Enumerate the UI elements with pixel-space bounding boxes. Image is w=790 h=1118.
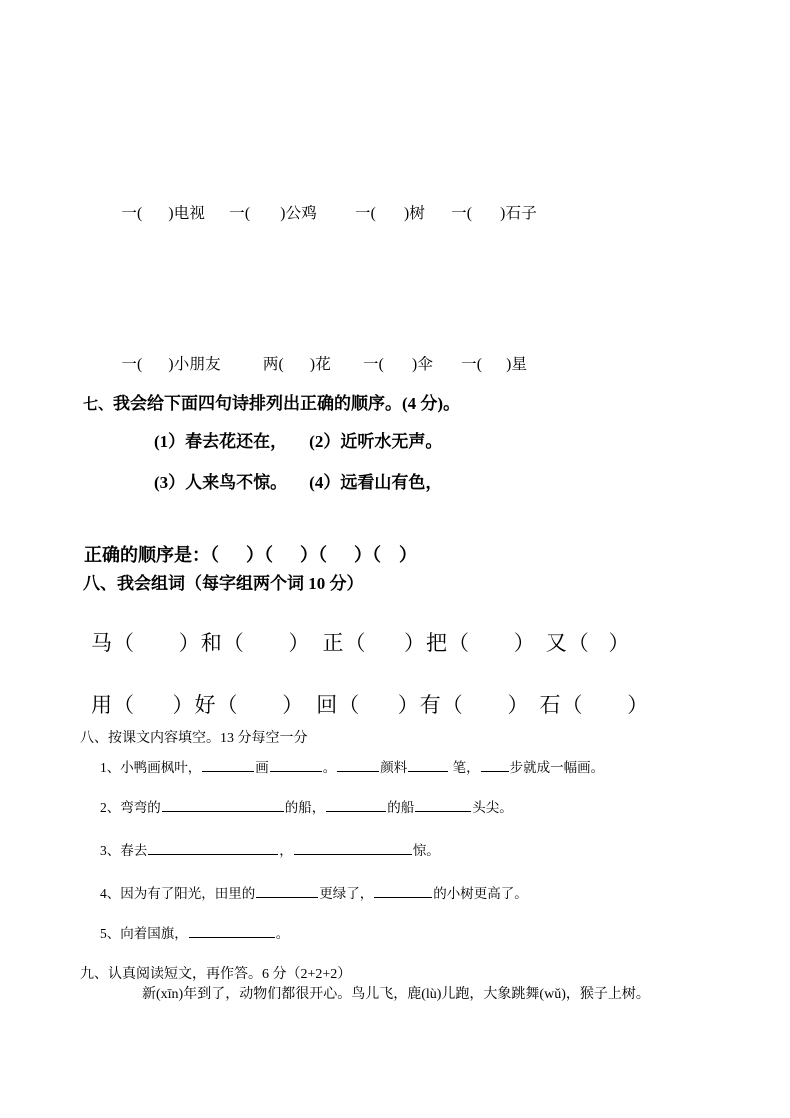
word-formation-bracket[interactable]: （ ）	[113, 631, 201, 655]
word-formation-bracket[interactable]: （ ）	[113, 693, 195, 717]
fill-question-text: 。	[275, 925, 290, 941]
poem-choice-text: 春去花还在，	[185, 432, 288, 451]
word-formation-cell[interactable]	[316, 693, 420, 717]
word-formation-char: 好	[194, 693, 217, 717]
poem-choice-text: 近听水无声。	[340, 432, 443, 451]
answer-blank[interactable]	[189, 924, 275, 938]
order-answer-bracket[interactable]: （ ）	[372, 545, 417, 565]
answer-blank[interactable]	[374, 884, 432, 898]
word-formation-cell[interactable]	[195, 693, 305, 717]
fill-question	[100, 924, 289, 940]
fill-question-text: 步就成一幅画。	[509, 759, 605, 775]
fill-question-text: 弯弯的	[120, 799, 161, 815]
word-formation-row-1	[66, 612, 631, 675]
answer-blank[interactable]	[256, 884, 318, 898]
fill-question	[100, 758, 604, 774]
poem-choice-label: (1）	[154, 432, 186, 451]
fill-question-text: 惊。	[412, 842, 440, 858]
poem-choice-text: 人来鸟不惊。	[185, 473, 288, 492]
fill-question-text: 向着国旗，	[120, 925, 188, 941]
fill-question-text: 画	[255, 759, 269, 775]
measure-word-item: 一( )公鸡	[229, 204, 317, 222]
section-eight-words-title: 我会组词（每字组两个词 10 分）	[117, 574, 364, 593]
section-eight-fill-title: 按课文内容填空。13 分每空一分	[108, 731, 308, 746]
section-nine-title: 认真阅读短文，再作答。6 分（2+2+2）	[108, 967, 352, 982]
section-eight-words-number: 八、	[83, 574, 117, 593]
answer-blank[interactable]	[294, 841, 412, 855]
word-formation-cell[interactable]	[201, 631, 311, 655]
order-answer-bracket[interactable]: （ ）	[264, 545, 318, 565]
word-formation-char: 马	[91, 631, 113, 655]
fill-question-index: 5、	[100, 925, 121, 941]
answer-blank[interactable]	[481, 758, 509, 772]
word-formation-char: 正	[322, 631, 345, 655]
word-formation-char: 回	[316, 693, 339, 717]
word-formation-char: 有	[419, 693, 442, 717]
fill-question-text: ，	[279, 842, 293, 858]
measure-word-row-1	[105, 190, 537, 237]
section-eight-words-heading	[66, 558, 364, 609]
poem-choice-label: (4）	[309, 473, 341, 492]
answer-blank[interactable]	[270, 758, 322, 772]
word-formation-bracket[interactable]: （ ）	[344, 631, 426, 655]
fill-question-text: 颜料	[380, 759, 408, 775]
section-seven-title: 我会给下面四句诗排列出正确的顺序。(4 分)。	[113, 394, 461, 413]
word-formation-bracket[interactable]: （ ）	[216, 693, 305, 717]
measure-word-item: 一( )电视	[121, 204, 206, 222]
word-formation-char: 石	[539, 693, 562, 717]
poem-choice-text: 远看山有色，	[340, 473, 443, 492]
fill-question-text: 笔，	[449, 759, 480, 775]
section-seven-number: 七、	[83, 397, 114, 413]
reading-passage: 新(xīn)年到了，动物们都很开心。鸟儿飞，鹿(lù)儿跑，大象跳舞(wǔ)，猴子上树。	[142, 987, 650, 1002]
section-eight-fill-heading	[66, 718, 308, 760]
word-formation-cell[interactable]	[91, 631, 201, 655]
word-formation-bracket[interactable]: （ ）	[567, 631, 631, 655]
answer-blank[interactable]	[408, 758, 448, 772]
fill-question-text: 。	[322, 759, 337, 775]
fill-question-text: 因为有了阳光，田里的	[120, 885, 256, 901]
word-formation-cell[interactable]	[91, 693, 195, 717]
order-answer-bracket[interactable]: （ ）	[318, 545, 372, 565]
fill-question	[100, 798, 513, 814]
fill-question-index: 2、	[100, 799, 121, 815]
poem-choice-label: (3）	[154, 473, 186, 492]
word-formation-cell[interactable]	[540, 693, 650, 717]
word-formation-bracket[interactable]: （ ）	[338, 693, 420, 717]
answer-blank[interactable]	[337, 758, 379, 772]
measure-word-item: 一( )石子	[451, 204, 537, 222]
word-formation-char: 和	[200, 631, 223, 655]
measure-word-item: 一( )树	[354, 204, 426, 222]
word-formation-bracket[interactable]: （ ）	[441, 693, 530, 717]
answer-blank[interactable]	[148, 841, 278, 855]
order-answer-prompt: 正确的顺序是：	[84, 545, 210, 565]
word-formation-cell[interactable]	[426, 631, 536, 655]
measure-word-item: 两( )花	[262, 355, 331, 373]
word-formation-char: 又	[545, 631, 568, 655]
fill-question-text: 小鸭画枫叶，	[120, 759, 202, 775]
fill-question	[100, 884, 528, 900]
word-formation-cell[interactable]	[323, 631, 427, 655]
fill-question-index: 4、	[100, 885, 121, 901]
answer-blank[interactable]	[415, 798, 471, 812]
fill-question-index: 3、	[100, 842, 121, 858]
fill-question-index: 1、	[100, 759, 121, 775]
measure-word-item: 一( )星	[461, 355, 528, 373]
word-formation-char: 用	[91, 693, 113, 717]
fill-question-text: 更绿了，	[319, 885, 374, 901]
fill-question-text: 的船	[387, 799, 415, 815]
measure-word-item: 一( )伞	[362, 355, 434, 373]
word-formation-char: 把	[426, 631, 448, 655]
poem-choice-label: (2）	[309, 432, 341, 451]
word-formation-bracket[interactable]: （ ）	[448, 631, 536, 655]
fill-question-text: 的小树更高了。	[433, 885, 528, 901]
answer-blank[interactable]	[162, 798, 284, 812]
order-answer-bracket[interactable]: （ ）	[210, 545, 264, 565]
answer-blank[interactable]	[202, 758, 254, 772]
fill-question-text: 的船，	[284, 799, 326, 815]
fill-question	[100, 841, 440, 857]
poem-choice-row-2	[137, 457, 442, 508]
word-formation-bracket[interactable]: （ ）	[222, 631, 311, 655]
fill-question-text: 春去	[120, 842, 148, 858]
fill-question-text: 头尖。	[472, 799, 513, 815]
section-eight-fill-number: 八、	[80, 731, 108, 746]
word-formation-cell[interactable]	[546, 631, 631, 655]
measure-word-item: 一( )小朋友	[121, 355, 221, 373]
word-formation-cell[interactable]	[420, 693, 530, 717]
answer-blank[interactable]	[326, 798, 386, 812]
section-nine-number: 九、	[80, 967, 108, 982]
word-formation-bracket[interactable]: （ ）	[561, 693, 650, 717]
